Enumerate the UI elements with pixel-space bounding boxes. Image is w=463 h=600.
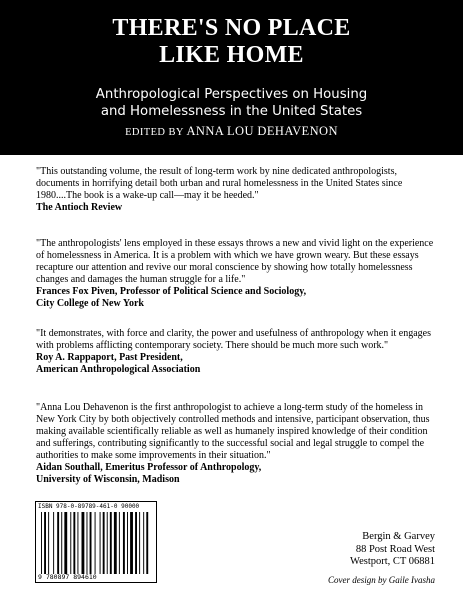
barcode-stripe — [100, 512, 101, 574]
quote-attribution-line: University of Wisconsin, Madison — [36, 474, 180, 485]
barcode-stripe — [95, 512, 96, 574]
barcode-stripe — [61, 512, 62, 574]
publisher-address — [290, 531, 435, 569]
review-quote-2 — [36, 238, 434, 310]
quote-attribution-line: Frances Fox Piven, Professor of Political Science and Sociology, — [36, 286, 307, 297]
barcode-stripe — [127, 512, 128, 574]
barcode-stripe — [107, 512, 108, 574]
barcode-stripe — [123, 512, 125, 574]
barcode-stripe — [119, 512, 120, 574]
book-title-line-1: THERE'S NO PLACE — [112, 15, 351, 41]
editor-name: ANNA LOU DEHAVENON — [186, 124, 338, 138]
quote-attribution-line: American Anthropological Association — [36, 364, 201, 375]
barcode-stripe — [70, 512, 71, 574]
quote-text: "This outstanding volume, the result of long-term work by nine dedicated anthropologists, documents in horrifying detail both urban and rural homelessness in the United States since 1980....The book is a wake-up call—may it be heeded." — [36, 166, 403, 201]
barcode-stripe — [41, 512, 42, 574]
barcode-bars — [40, 512, 154, 574]
review-quote-3 — [36, 328, 434, 376]
quote-attribution-line: The Antioch Review — [36, 202, 123, 213]
quote-text: "The anthropologists' lens employed in these essays throws a new and vivid light on the experience of homelessness in America. It is a problem with which we have grown weary. But these essays recapture our attention and revive our moral conscience by showing how totally homelessness changes and damages the human struggle for a life." — [36, 238, 434, 285]
barcode-stripe — [135, 512, 137, 574]
barcode-stripe — [139, 512, 140, 574]
publisher-street: 88 Post Road West — [355, 543, 435, 555]
barcode-stripe — [143, 512, 144, 574]
quote-attribution-line: Aidan Southall, Emeritus Professor of Anthropology, — [36, 462, 262, 473]
barcode-stripe — [53, 512, 54, 574]
barcode-number: 9 780897 894610 — [38, 573, 97, 581]
barcode-stripe — [64, 512, 67, 574]
barcode-stripe — [130, 512, 133, 574]
review-quote-1 — [36, 166, 434, 214]
barcode-stripe — [48, 512, 49, 574]
barcode-stripe — [146, 512, 148, 574]
isbn-barcode — [35, 501, 157, 583]
publisher-name: Bergin & Garvey — [362, 531, 435, 542]
publisher-city: Westport, CT 06881 — [350, 556, 435, 567]
isbn-label — [38, 503, 156, 511]
barcode-stripe — [57, 512, 59, 574]
barcode-stripe — [82, 512, 85, 574]
barcode-stripe — [114, 512, 117, 574]
book-subtitle-line-1: Anthropological Perspectives on Housing — [95, 87, 368, 102]
barcode-stripe — [110, 512, 112, 574]
editor-prefix: EDITED BY — [125, 127, 187, 138]
barcode-stripe — [103, 512, 105, 574]
quote-attribution-line: City College of New York — [36, 298, 144, 309]
barcode-stripe — [73, 512, 75, 574]
cover-design-credit: Cover design by Gaile Ivasha — [328, 575, 435, 585]
editor-credit — [0, 125, 463, 139]
quote-text: "It demonstrates, with force and clarity, the power and usefulness of anthropology when it engages with problems afflicting contemporary society. There should be much more such work." — [36, 328, 431, 351]
quote-attribution-line: Roy A. Rappaport, Past President, — [36, 352, 183, 363]
quote-text: "Anna Lou Dehavenon is the first anthropologist to achieve a long-term study of the homeless in New York City by both objectively controlled methods and intensive, participant observation, thus making available scientifically reliable as well as humanely inspired knowledge of their condition and sufferings, contributing significantly to the successful social and legal struggle to compel the authorities to make some improvements in their situation." — [36, 402, 430, 461]
price-code: 90000 — [121, 503, 140, 510]
review-quote-4 — [36, 402, 434, 486]
book-title-line-2: LIKE HOME — [159, 42, 304, 68]
barcode-stripe — [90, 512, 92, 574]
barcode-stripe — [87, 512, 88, 574]
isbn-number: ISBN 978-0-89789-461-0 — [38, 503, 118, 510]
barcode-stripe — [77, 512, 78, 574]
barcode-stripe — [44, 512, 46, 574]
book-subtitle-line-2: and Homelessness in the United States — [100, 104, 363, 119]
header-band — [0, 0, 463, 155]
